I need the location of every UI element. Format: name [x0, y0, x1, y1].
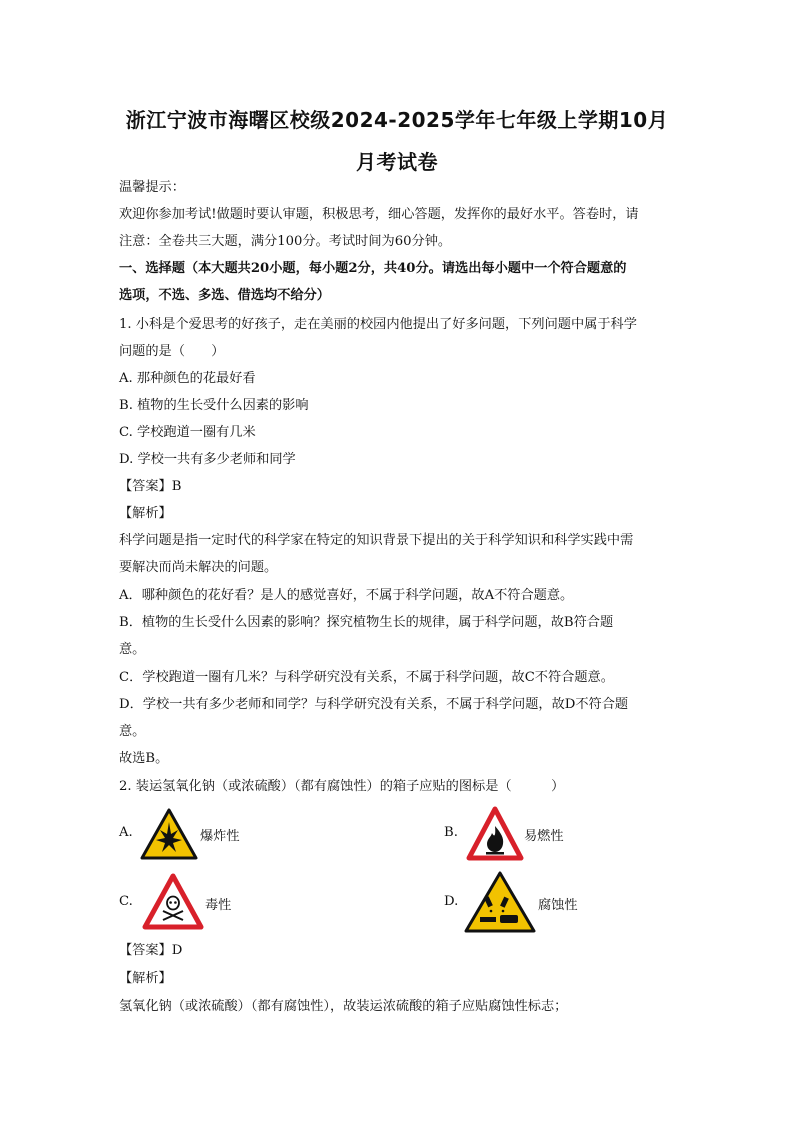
flammable-sign-icon: [466, 806, 524, 862]
section-heading: 一、选择题（本大题共20小题，每小题2分，共40分。请选出每小题中一个符合题意的: [119, 261, 627, 276]
question-2-option-a-label: 爆炸性: [200, 829, 240, 844]
question-2-option-c-label: 毒性: [205, 898, 232, 913]
question-1-analysis: C．学校跑道一圈有几米？与科学研究没有关系，不属于科学问题，故C不符合题意。: [119, 670, 614, 685]
question-2-option-a-letter: A.: [119, 825, 133, 840]
question-1-analysis: B．植物的生长受什么因素的影响？探究植物生长的规律，属于科学问题，故B符合题: [119, 615, 614, 630]
question-2-answer: 【答案】D: [119, 943, 183, 958]
question-1-analysis: 科学问题是指一定时代的科学家在特定的知识背景下提出的关于科学知识和科学实践中需: [119, 533, 634, 548]
question-1-answer: 【答案】B: [119, 479, 182, 494]
question-2-option-d-label: 腐蚀性: [538, 898, 578, 913]
question-1-stem: 问题的是（ ）: [119, 344, 225, 359]
question-2-stem: 2. 装运氢氧化钠（或浓硫酸）（都有腐蚀性）的箱子应贴的图标是（ ）: [119, 779, 565, 794]
question-1-stem: 1. 小科是个爱思考的好孩子，走在美丽的校园内他提出了好多问题，下列问题中属于科学: [119, 317, 637, 332]
question-2-option-d-letter: D.: [444, 894, 459, 909]
tip-line: 注意：全卷共三大题，满分100分。考试时间为60分钟。: [119, 234, 452, 249]
question-1-option-a: A. 那种颜色的花最好看: [119, 371, 256, 386]
question-1-analysis: D．学校一共有多少老师和同学？与科学研究没有关系，不属于科学问题，故D不符合题: [119, 697, 629, 712]
question-1-analysis: A．哪种颜色的花好看？是人的感觉喜好，不属于科学问题，故A不符合题意。: [119, 588, 574, 603]
section-heading: 选项，不选、多选、借选均不给分）: [119, 288, 330, 303]
question-2-option-c-letter: C.: [119, 894, 133, 909]
question-2-analysis-heading: 【解析】: [119, 971, 172, 986]
question-1-option-c: C. 学校跑道一圈有几米: [119, 425, 256, 440]
explosive-sign-icon: [140, 808, 198, 860]
question-1-analysis: 要解决而尚未解决的问题。: [119, 560, 278, 575]
question-1-analysis: 意。: [119, 724, 146, 739]
question-1-conclusion: 故选B。: [119, 751, 169, 766]
question-2-option-b-label: 易燃性: [524, 829, 564, 844]
question-1-option-d: D. 学校一共有多少老师和同学: [119, 452, 296, 467]
exam-title-line2: 月考试卷: [356, 150, 438, 174]
question-1-analysis-heading: 【解析】: [119, 506, 172, 521]
question-1-option-b: B. 植物的生长受什么因素的影响: [119, 398, 309, 413]
question-2-option-b-letter: B.: [444, 825, 458, 840]
question-2-analysis: 氢氧化钠（或浓硫酸）（都有腐蚀性），故装运浓硫酸的箱子应贴腐蚀性标志；: [119, 999, 568, 1014]
corrosive-sign-icon: [464, 871, 536, 933]
exam-title-line1: 浙江宁波市海曙区校级2024-2025学年七年级上学期10月: [125, 108, 669, 132]
toxic-sign-icon: [142, 873, 204, 931]
tip-line: 欢迎你参加考试!做题时要认审题，积极思考，细心答题，发挥你的最好水平。答卷时，请: [119, 207, 639, 222]
question-1-analysis: 意。: [119, 642, 146, 657]
tip-heading: 温馨提示：: [119, 180, 185, 195]
